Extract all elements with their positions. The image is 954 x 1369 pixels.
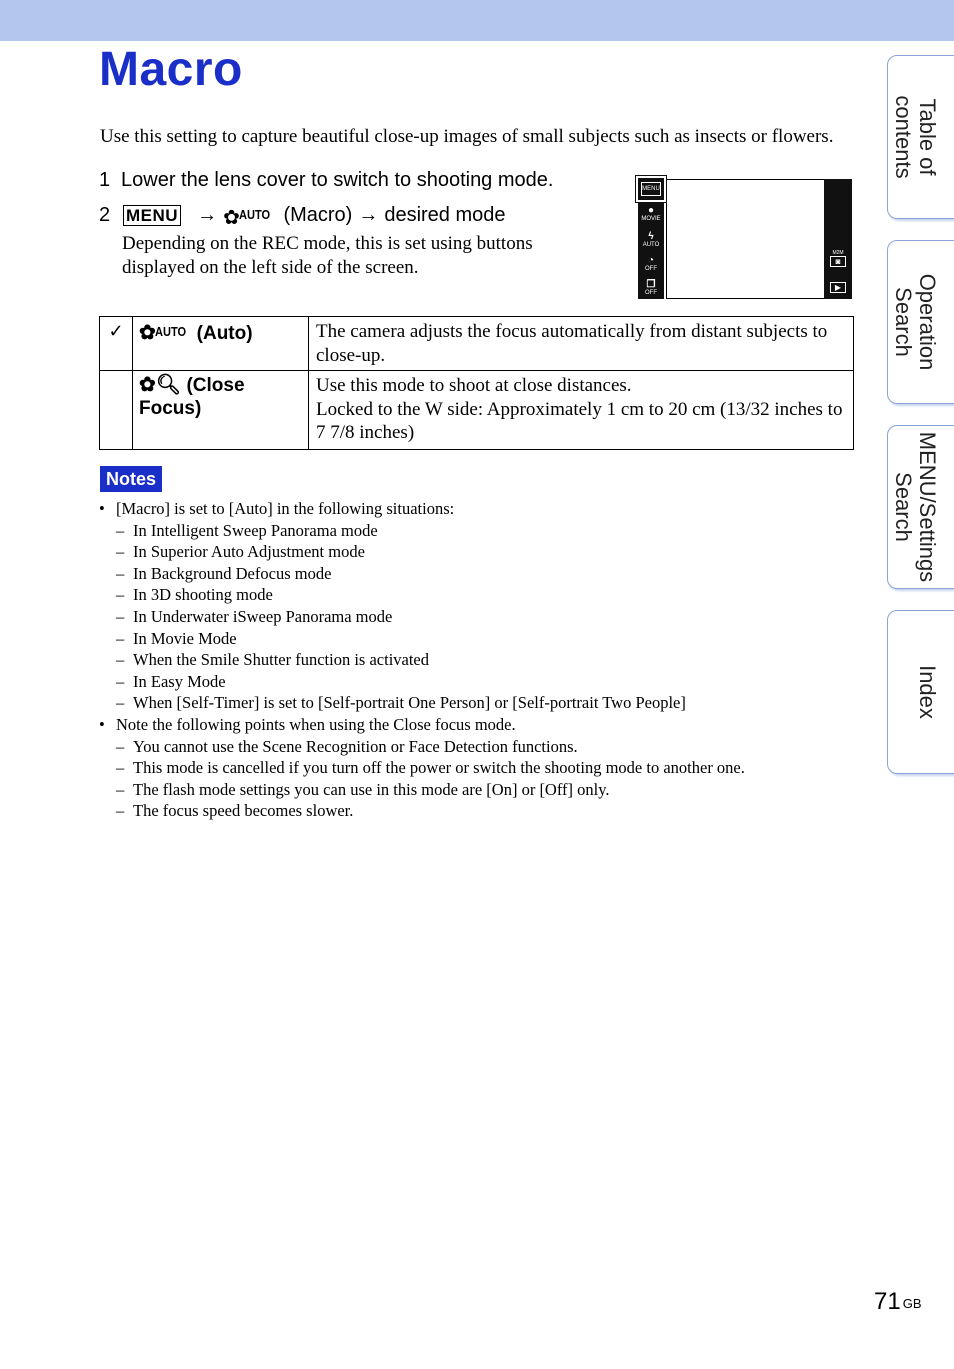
flower-icon: ✿ <box>139 322 156 344</box>
arrow-icon: → <box>197 204 218 226</box>
camera-screen-illustration <box>636 176 852 300</box>
tab-label: Operation Search <box>891 273 940 371</box>
page-number-value: 71 <box>874 1288 901 1315</box>
tab-label: MENU/Settings Search <box>891 431 940 583</box>
step-note: Depending on the REC mode, this is set using buttons displayed on the left side of the screen. <box>122 233 533 278</box>
burst-icon: ❐ OFF <box>645 279 657 296</box>
tab-label: Table of contents <box>891 95 940 179</box>
step-text: Lower the lens cover to switch to shooting mode. <box>121 169 554 191</box>
mode-name <box>133 317 309 371</box>
flash-label: AUTO <box>642 242 660 248</box>
table-row <box>100 371 854 450</box>
tab-table-of-contents[interactable] <box>887 55 954 219</box>
list-item: – In Intelligent Sweep Panorama mode <box>99 520 859 542</box>
list-item: – When [Self-Timer] is set to [Self-portrait One Person] or [Self-portrait Two People] <box>99 692 859 714</box>
description-line: Use this mode to shoot at close distances. <box>316 375 632 396</box>
macro-auto-icon <box>139 320 191 343</box>
arrow-icon: → <box>358 204 379 226</box>
list-item: – When the Smile Shutter function is activated <box>99 649 859 671</box>
timer-label: OFF <box>645 266 657 272</box>
mode-description: The camera adjusts the focus automatically from distant subjects to close-up. <box>309 317 854 371</box>
mode-description <box>309 371 854 450</box>
screen-menu-button <box>636 176 666 202</box>
mode-name <box>133 371 309 450</box>
header-bar <box>0 0 954 41</box>
movie-icon: ● MOVIE <box>641 205 661 222</box>
flower-icon: ✿ <box>223 207 240 229</box>
menu-key-icon: MENU <box>123 205 181 226</box>
notes-badge: Notes <box>100 466 162 492</box>
mode-label: (Auto) <box>196 323 253 344</box>
list-item: – This mode is cancelled if you turn off the power or switch the shooting mode to another one. <box>99 757 859 779</box>
list-item: – In Superior Auto Adjustment mode <box>99 541 859 563</box>
tab-menu-settings-search[interactable] <box>887 425 954 589</box>
desired-mode-label: desired mode <box>384 204 506 226</box>
tab-index[interactable] <box>887 610 954 774</box>
page-suffix: GB <box>902 1296 922 1311</box>
page-number <box>874 1287 922 1317</box>
intro-text: Use this setting to capture beautiful close-up images of small subjects such as insects or flowers. <box>100 126 834 147</box>
list-item: – In Background Defocus mode <box>99 563 859 585</box>
flash-auto-icon: ϟ AUTO <box>642 231 660 248</box>
mode-label: M2M <box>832 250 844 256</box>
notes-list <box>99 498 859 822</box>
step-number: 1 <box>99 169 111 191</box>
list-item: – In 3D shooting mode <box>99 584 859 606</box>
tab-label: Index <box>915 665 940 719</box>
macro-label: (Macro) <box>283 204 353 226</box>
list-item: • Note the following points when using the Close focus mode. <box>99 714 859 736</box>
list-item: – In Underwater iSweep Panorama mode <box>99 606 859 628</box>
step-1 <box>99 167 553 193</box>
close-focus-icon: ✿🔍︎ <box>139 374 182 396</box>
movie-label: MOVIE <box>641 216 661 222</box>
step-number: 2 <box>99 204 111 226</box>
description-line: Locked to the W side: Approximately 1 cm to 20 cm (13/32 inches to 7 7/8 inches) <box>316 398 843 443</box>
auto-icon-label: AUTO <box>238 207 270 222</box>
check-cell <box>100 371 133 450</box>
page-title: Macro <box>99 43 243 96</box>
screen-menu-label: MENU <box>641 182 661 196</box>
tab-operation-search[interactable] <box>887 240 954 404</box>
step-2 <box>99 202 506 228</box>
self-timer-icon: ◔ OFF <box>645 255 657 272</box>
macro-auto-icon <box>223 202 275 228</box>
burst-label: OFF <box>645 290 657 296</box>
list-item: • [Macro] is set to [Auto] in the following situations: <box>99 498 859 520</box>
list-item: – In Easy Mode <box>99 671 859 693</box>
screen-right-bar <box>824 179 852 299</box>
macro-modes-table <box>99 316 854 450</box>
list-item: – The focus speed becomes slower. <box>99 800 859 822</box>
list-item: – The flash mode settings you can use in this mode are [On] or [Off] only. <box>99 779 859 801</box>
mode-label: (Close Focus) <box>139 375 245 419</box>
camera-mode-icon: M2M ◙ <box>827 250 849 267</box>
list-item: – In Movie Mode <box>99 628 859 650</box>
table-row <box>100 317 854 371</box>
auto-icon-label: AUTO <box>154 324 186 339</box>
list-item: – You cannot use the Scene Recognition or Face Detection functions. <box>99 736 859 758</box>
check-icon: ✓ <box>100 317 133 371</box>
playback-icon: ▶ <box>827 282 849 293</box>
